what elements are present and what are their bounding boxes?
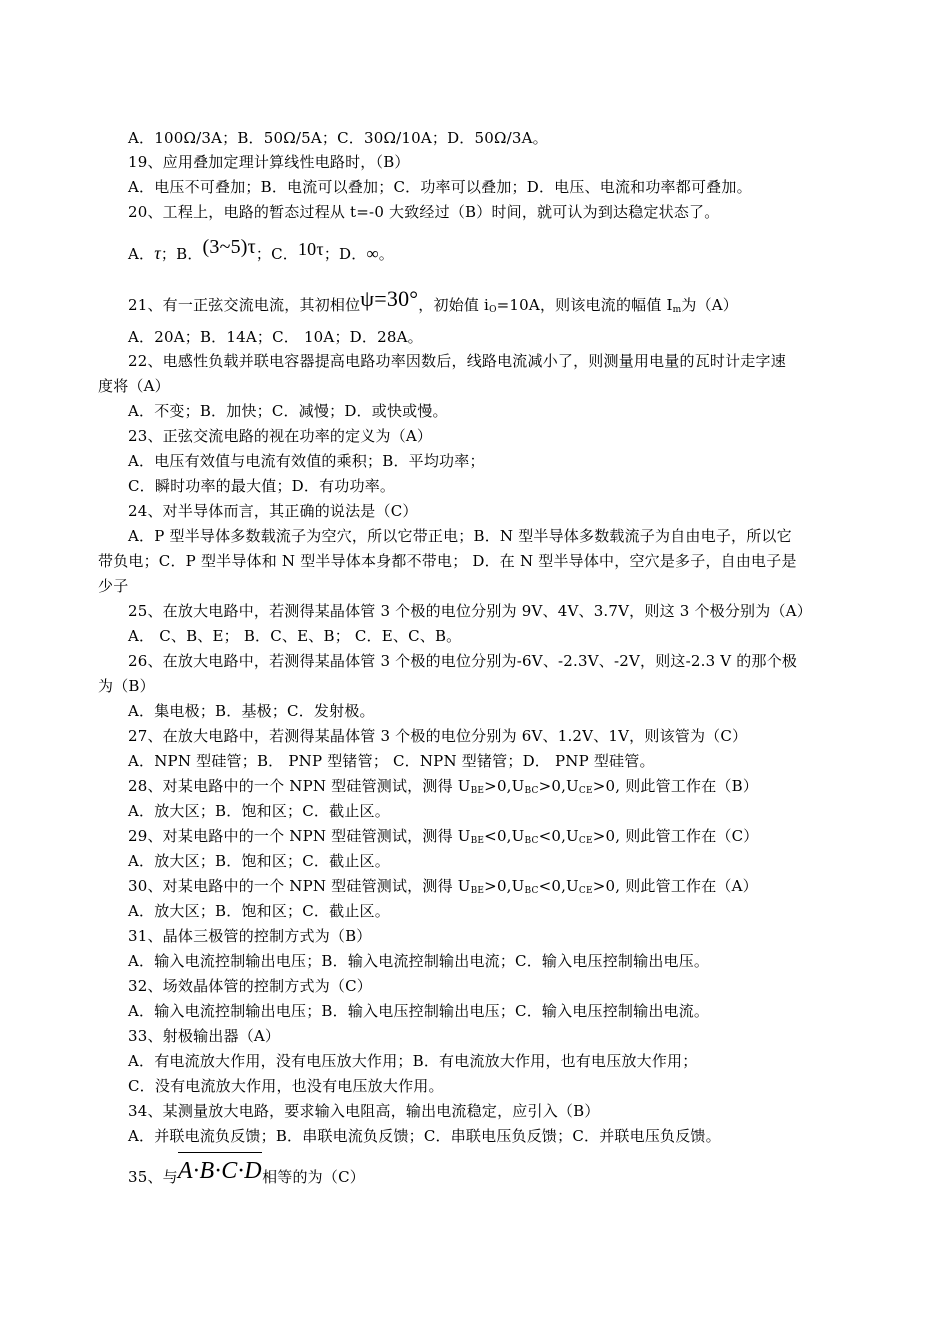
q29-sub-bc: BC [524,836,539,846]
q29-sub-be: BE [470,836,485,846]
answer-line-31: A．输入电流控制输出电压；B．输入电流控制输出电流；C．输入电压控制输出电压。 [128,952,710,970]
q30-sub-be: BE [470,886,485,896]
question-34: 34、某测量放大电路，要求输入电阻高，输出电流稳定，应引入（B） [128,1102,600,1120]
answer-line-33b: C．没有电流放大作用，也没有电压放大作用。 [128,1077,444,1095]
answer-line-23a: A．电压有效值与电流有效值的乘积；B．平均功率； [128,452,485,470]
question-31: 31、晶体三极管的控制方式为（B） [128,927,372,945]
question-28 [128,776,854,801]
question-24: 24、对半导体而言，其正确的说法是（C） [128,502,418,520]
option-c-label: ；C． [255,245,298,263]
q29-prefix: 29、对某电路中的一个 NPN 型硅管测试，测得 U [128,827,471,845]
option-d-label: ；D． [323,245,367,263]
q28-p2: >0,U [484,777,525,795]
answer-line-29: A．放大区；B．饱和区；C．截止区。 [128,852,390,870]
abcd-overline-formula: A·B·C·D [178,1152,262,1187]
answer-line-30: A．放大区；B．饱和区；C．截止区。 [128,902,390,920]
q35-end: 相等的为（C） [262,1168,365,1186]
ten-tau-formula: 10τ [297,239,324,259]
answer-line-24c: 少子 [98,577,129,595]
q28-sub-bc: BC [524,786,539,796]
q29-p2: <0,U [484,827,525,845]
q21-end: 为（A） [681,296,739,314]
question-26-line-1: 26、在放大电路中，若测得某晶体管 3 个极的电位分别为-6V、-2.3V、-2V，则这-2.3 V 的那个极 [128,652,798,670]
answer-line-20 [128,236,854,267]
answer-line-25: A． C、B、E； B．C、E、B； C．E、C、B。 [128,627,462,645]
option-a-label: A． [128,245,155,263]
answer-line-21: A．20A；B．14A；C． 10A；D．28A。 [128,328,423,346]
answer-line-24b: 带负电；C．P 型半导体和 N 型半导体本身都不带电； D．在 N 型半导体中，空穴是多子，自由电子是 [98,552,797,570]
q29-end: >0, 则此管工作在（C） [592,827,759,845]
answer-line-22: A．不变；B．加快；C．减慢；D．或快或慢。 [128,402,448,420]
question-29 [128,826,854,851]
answer-line-26: A．集电极；B．基极；C．发射极。 [128,702,375,720]
answer-line-24a: A．P 型半导体多数载流子为空穴，所以它带正电；B．N 型半导体多数载流子为自由电子，所以它 [128,527,792,545]
answer-line-18: A．100Ω/3A；B．50Ω/5A；C．30Ω/10A；D．50Ω/3A。 [128,129,548,147]
q30-sub-bc: BC [524,886,539,896]
q30-sub-ce: CE [578,886,593,896]
question-27: 27、在放大电路中，若测得某晶体管 3 个极的电位分别为 6V、1.2V、1V，则该管为（C） [128,727,748,745]
question-33: 33、射极输出器（A） [128,1027,281,1045]
answer-line-23b: C．瞬时功率的最大值；D．有功功率。 [128,477,396,495]
question-22-line-1: 22、电感性负载并联电容器提高电路功率因数后，线路电流减小了，则测量用电量的瓦时计走字速 [128,352,786,370]
question-23: 23、正弦交流电路的视在功率的定义为（A） [128,427,433,445]
q21-mid: ，初始值 i [418,296,490,314]
q21-prefix: 21、有一正弦交流电流，其初相位 [128,296,361,314]
question-19: 19、应用叠加定理计算线性电路时，（B） [128,153,410,171]
q21-sub-m: m [672,305,682,315]
question-26-line-2: 为（B） [98,677,155,695]
three-to-five-tau-formula: (3~5)τ [202,236,256,258]
answer-line-34: A．并联电流负反馈；B．串联电流负反馈；C．串联电压负反馈；C．并联电压负反馈。 [128,1127,721,1145]
question-32: 32、场效晶体管的控制方式为（C） [128,977,372,995]
answer-line-32: A．输入电流控制输出电压；B．输入电压控制输出电压；C．输入电压控制输出电流。 [128,1002,710,1020]
q30-prefix: 30、对某电路中的一个 NPN 型硅管测试，测得 U [128,877,471,895]
question-22-line-2: 度将（A） [98,377,170,395]
q28-sub-ce: CE [578,786,593,796]
q30-end: >0, 则此管工作在（A） [592,877,758,895]
q28-end: >0, 则此管工作在（B） [592,777,759,795]
q30-p2: >0,U [484,877,525,895]
answer-line-27: A．NPN 型硅管；B． PNP 型锗管； C．NPN 型锗管；D． PNP 型硅管。 [128,752,655,770]
q28-prefix: 28、对某电路中的一个 NPN 型硅管测试，测得 U [128,777,471,795]
question-25: 25、在放大电路中，若测得某晶体管 3 个极的电位分别为 9V、4V、3.7V，则这 3 个极分别为（A） [128,602,812,620]
question-35 [128,1156,854,1193]
q29-p3: <0,U [538,827,579,845]
phase-formula: ψ=30° [360,286,419,311]
tau-formula: τ [154,243,161,263]
q30-p3: <0,U [538,877,579,895]
question-30 [128,876,854,901]
infinity-formula: ∞ [366,244,379,263]
answer-line-28: A．放大区；B．饱和区；C．截止区。 [128,802,390,820]
q35-prefix: 35、与 [128,1168,178,1186]
question-21 [128,286,854,323]
q21-mid2: =10A，则该电流的幅值 I [496,296,673,314]
answer-line-19: A．电压不可叠加；B．电流可以叠加；C．功率可以叠加；D．电压、电流和功率都可叠加。 [128,178,752,196]
answer-end: 。 [378,245,394,263]
option-b-label: ；B． [160,245,203,263]
q28-p3: >0,U [538,777,579,795]
answer-line-33a: A．有电流放大作用，没有电压放大作用；B．有电流放大作用，也有电压放大作用； [128,1052,698,1070]
q21-sub-o: O [489,305,497,315]
q28-sub-be: BE [470,786,485,796]
q29-sub-ce: CE [578,836,593,846]
question-20: 20、工程上，电路的暂态过程从 t=-0 大致经过（B）时间，就可认为到达稳定状态了。 [128,203,720,221]
